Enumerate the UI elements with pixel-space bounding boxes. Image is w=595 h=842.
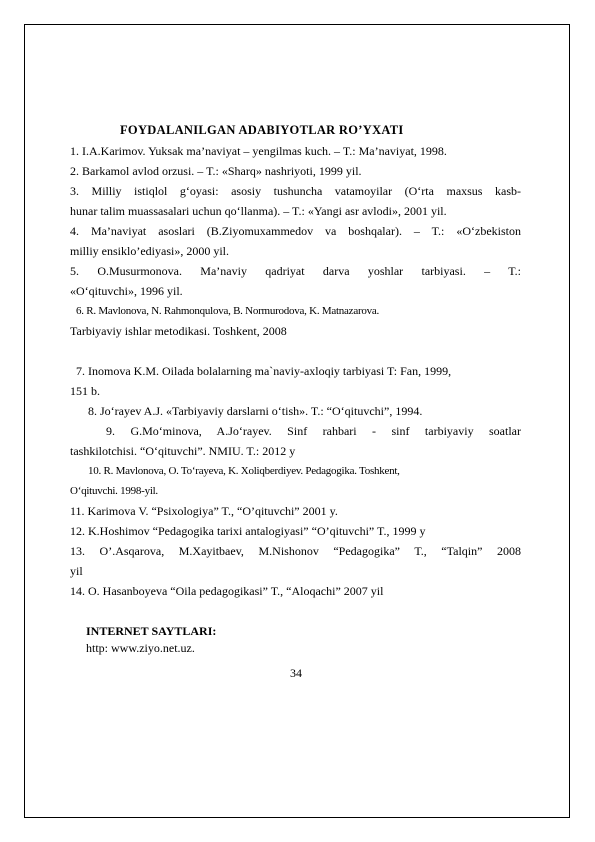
reference-5-line-1: 5. O.Musurmonova. Ma’naviy qadriyat darva yoshlar tarbiyasi. – T.: <box>70 264 521 278</box>
reference-4-line-1: 4. Ma’naviyat asoslari (B.Ziyomuxammedov va boshqalar). – T.: «O‘zbekiston <box>70 224 521 238</box>
reference-7-line-1: 7. Inomova K.M. Oilada bolalarning ma`naviy-axloqiy tarbiyasi T: Fan, 1999, <box>76 364 452 378</box>
reference-11: 11. Karimova V. “Psixologiya” T., “O’qituvchi” 2001 y. <box>70 504 338 518</box>
reference-4-line-2: milliy ensiklo’ediyasi», 2000 yil. <box>70 244 229 258</box>
reference-14: 14. O. Hasanboyeva “Oila pedagogikasi” T., “Aloqachi” 2007 yil <box>70 584 384 598</box>
reference-1: 1. I.A.Karimov. Yuksak ma’naviyat – yengilmas kuch. – T.: Ma’naviyat, 1998. <box>70 144 447 158</box>
page-title: FOYDALANILGAN ADABIYOTLAR RO’YXATI <box>120 123 404 137</box>
reference-3-line-1: 3. Milliy istiqlol g‘oyasi: asosiy tushuncha vatamoyilar (O‘rta maxsus kasb- <box>70 184 521 198</box>
page-number: 34 <box>290 666 302 680</box>
reference-2: 2. Barkamol avlod orzusi. – T.: «Sharq» nashriyoti, 1999 yil. <box>70 164 362 178</box>
reference-8: 8. Jo‘rayev A.J. «Tarbiyaviy darslarni o‘tish». T.: “O‘qituvchi”, 1994. <box>88 404 423 418</box>
reference-10-line-1: 10. R. Mavlonova, O. To‘rayeva, K. Xoliqberdiyev. Pedagogika. Toshkent, <box>88 465 400 477</box>
reference-9-line-1: 9. G.Mo‘minova, A.Jo‘rayev. Sinf rahbari - sinf tarbiyaviy soatlar <box>106 424 521 438</box>
reference-5-line-2: «O‘qituvchi», 1996 yil. <box>70 284 183 298</box>
reference-7-line-2: 151 b. <box>70 384 100 398</box>
reference-13-line-1: 13. O’.Asqarova, M.Xayitbaev, M.Nishonov “Pedagogika” T., “Talqin” 2008 <box>70 544 521 558</box>
reference-9-line-2: tashkilotchisi. “O‘qituvchi”. NMIU. T.: 2012 y <box>70 444 296 458</box>
internet-heading: INTERNET SAYTLARI: <box>86 624 217 638</box>
reference-6-line-2: Tarbiyaviy ishlar metodikasi. Toshkent, 2008 <box>70 324 287 338</box>
reference-12: 12. K.Hoshimov “Pedagogika tarixi antalogiyasi” “O’qituvchi” T., 1999 y <box>70 524 426 538</box>
reference-10-line-2: O‘qituvchi. 1998-yil. <box>70 485 158 497</box>
reference-13-line-2: yil <box>70 564 83 578</box>
reference-6-line-1: 6. R. Mavlonova, N. Rahmonqulova, B. Normurodova, K. Matnazarova. <box>76 305 379 317</box>
reference-3-line-2: hunar talim muassasalari uchun qo‘llanma). – T.: «Yangi asr avlodi», 2001 yil. <box>70 204 447 218</box>
internet-link[interactable]: http: www.ziyo.net.uz. <box>86 641 195 655</box>
